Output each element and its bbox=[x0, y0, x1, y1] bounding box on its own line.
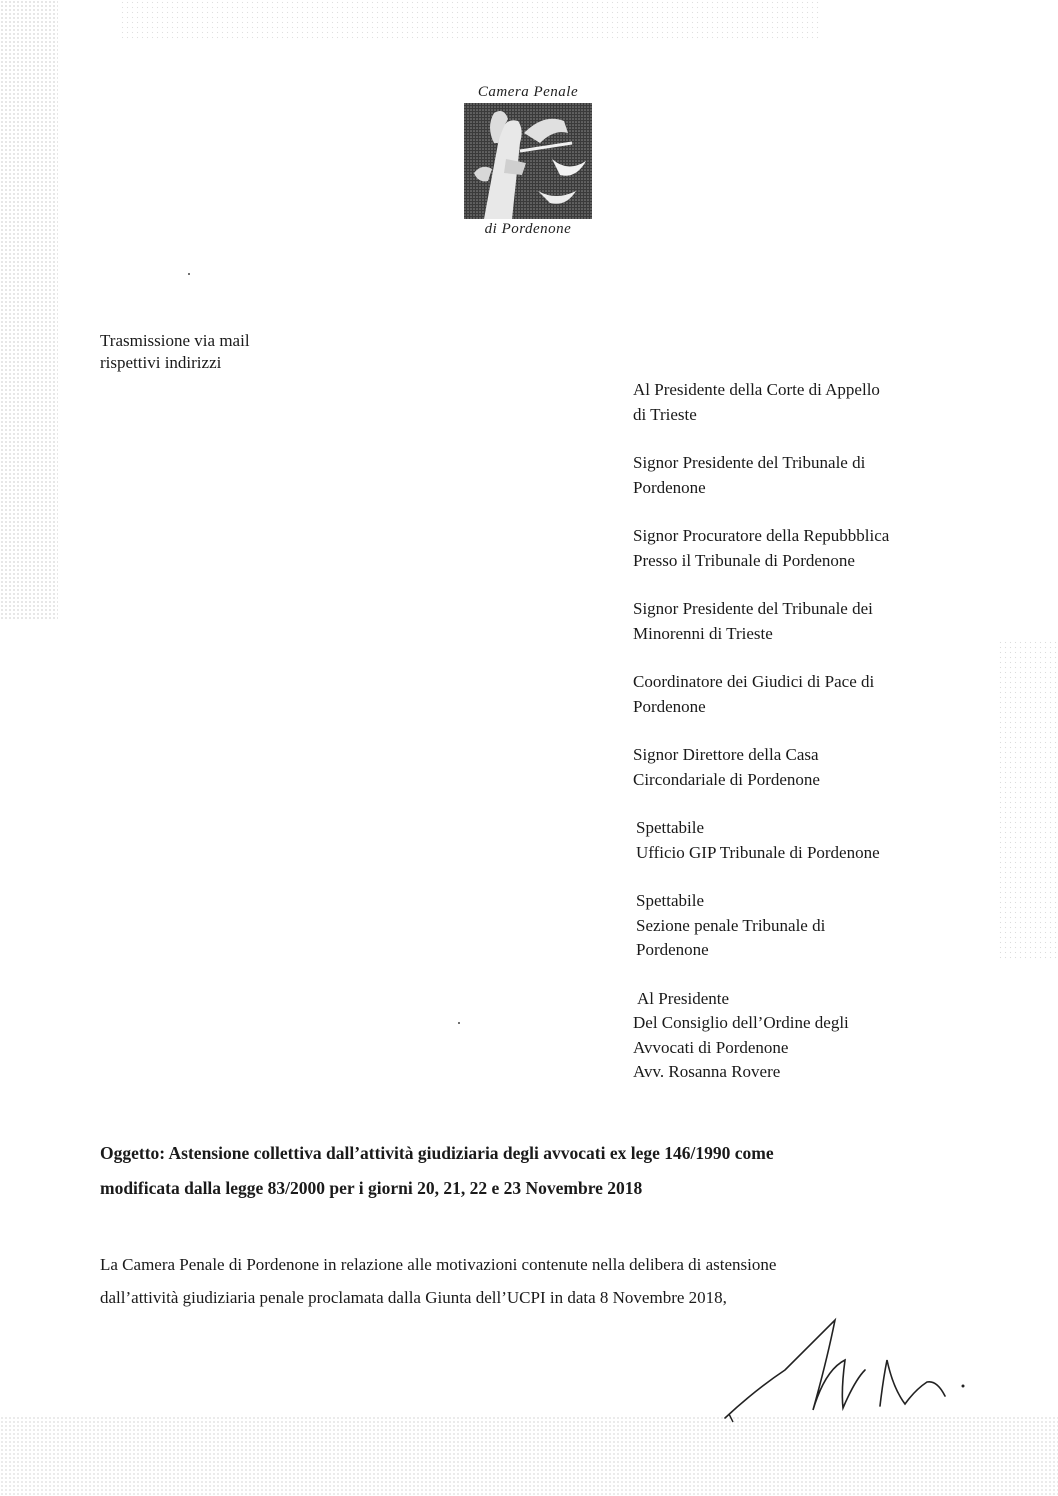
recipient-line: Pordenone bbox=[633, 477, 706, 497]
scan-speck bbox=[188, 273, 190, 275]
scan-noise-top bbox=[120, 0, 820, 40]
recipient-line: Del Consiglio dell’Ordine degli bbox=[633, 1013, 849, 1032]
recipient-line: Spettabile bbox=[636, 891, 704, 910]
recipient-line: Spettabile bbox=[636, 818, 704, 837]
recipient-line: Presso il Tribunale di Pordenone bbox=[633, 550, 855, 570]
recipient-line: Ufficio GIP Tribunale di Pordenone bbox=[636, 842, 880, 862]
subject-heading bbox=[100, 1136, 960, 1206]
recipient-block bbox=[633, 743, 1013, 792]
recipient-line: Signor Presidente del Tribunale dei bbox=[633, 599, 873, 618]
recipient-block bbox=[633, 987, 1013, 1085]
recipient-line: Pordenone bbox=[633, 696, 706, 716]
transmission-note bbox=[100, 330, 250, 374]
body-line: La Camera Penale di Pordenone in relazione alle motivazioni contenute nella delibera di astensione bbox=[100, 1255, 777, 1274]
recipient-line: Signor Procuratore della Repubbblica bbox=[633, 526, 890, 545]
recipients-list bbox=[633, 378, 1013, 1109]
recipient-block bbox=[633, 451, 1013, 500]
scan-noise-left bbox=[0, 0, 58, 620]
recipient-line: Avv. Rosanna Rovere bbox=[633, 1062, 781, 1081]
subject-line: modificata dalla legge 83/2000 per i giorni 20, 21, 22 e 23 Novembre 2018 bbox=[100, 1178, 643, 1198]
recipient-block bbox=[633, 670, 1013, 719]
recipient-line: Al Presidente bbox=[637, 988, 730, 1008]
recipient-line: Sezione penale Tribunale di bbox=[636, 915, 826, 935]
recipient-block bbox=[633, 597, 1013, 646]
recipient-line: di Trieste bbox=[633, 404, 697, 424]
handwritten-signature bbox=[715, 1300, 975, 1430]
subject-line: Oggetto: Astensione collettiva dall’attività giudiziaria degli avvocati ex lege 146/1990 come bbox=[100, 1143, 774, 1163]
recipient-line: Pordenone bbox=[636, 940, 709, 959]
scan-speck bbox=[458, 1022, 460, 1024]
recipient-line: Al Presidente della Corte di Appello bbox=[633, 380, 880, 399]
body-line: dall’attività giudiziaria penale proclamata dalla Giunta dell’UCPI in data 8 Novembre 2018, bbox=[100, 1288, 727, 1307]
logo-title-bottom: di Pordenone bbox=[484, 221, 572, 237]
recipient-block bbox=[633, 378, 1013, 427]
logo-title-top: Camera Penale bbox=[477, 84, 579, 100]
recipient-line: Signor Direttore della Casa bbox=[633, 745, 819, 764]
recipient-block bbox=[633, 816, 1013, 865]
recipient-line: Signor Presidente del Tribunale di bbox=[633, 453, 866, 472]
camera-penale-logo bbox=[458, 84, 598, 238]
scales-of-justice-icon bbox=[464, 103, 592, 219]
recipient-line: Coordinatore dei Giudici di Pace di bbox=[633, 672, 875, 691]
transmission-line: rispettivi indirizzi bbox=[100, 353, 222, 372]
transmission-line: Trasmissione via mail bbox=[100, 331, 250, 350]
recipient-block bbox=[633, 889, 1013, 963]
recipient-line: Avvocati di Pordenone bbox=[633, 1037, 789, 1057]
recipient-block bbox=[633, 524, 1013, 573]
recipient-line: Minorenni di Trieste bbox=[633, 623, 773, 643]
recipient-line: Circondariale di Pordenone bbox=[633, 769, 820, 789]
